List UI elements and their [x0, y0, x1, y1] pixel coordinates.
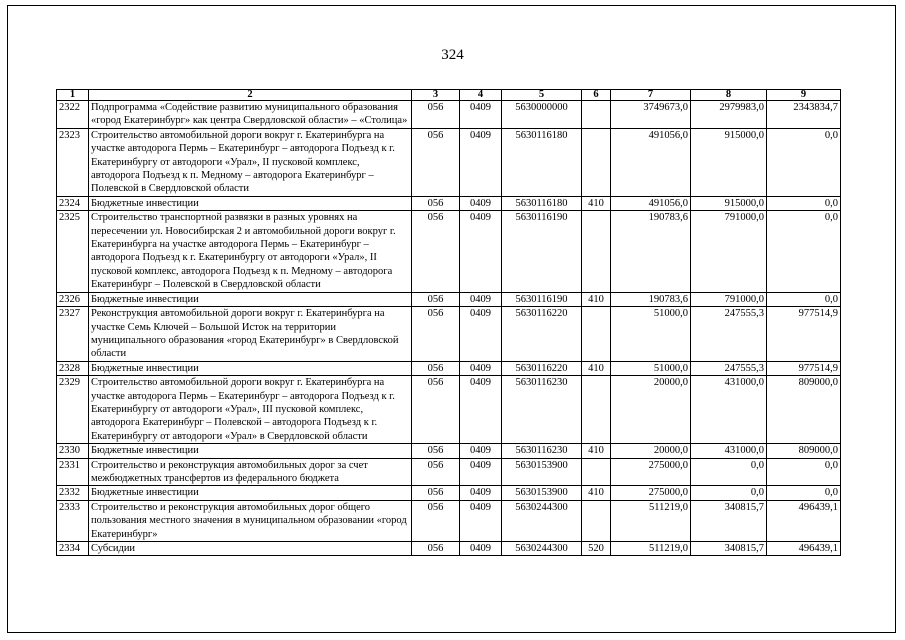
row-expense-type [582, 128, 611, 196]
row-expense-type: 410 [582, 486, 611, 500]
row-name: Бюджетные инвестиции [89, 361, 412, 375]
row-section-code: 0409 [460, 458, 502, 486]
row-number: 2334 [57, 542, 89, 556]
row-target-code: 5630116230 [502, 376, 582, 444]
row-admin-code: 056 [412, 376, 460, 444]
row-target-code: 5630000000 [502, 101, 582, 129]
row-name: Строительство и реконструкция автомобильных дорог за счет межбюджетных трансфертов из федерального бюджета [89, 458, 412, 486]
row-name: Строительство автомобильной дороги вокруг г. Екатеринбурга на участке автодорога Пермь – Екатеринбург – автодорога Подъезд к г. Екатеринбургу от автодороги «Урал», II пусковой комплекс, автодорога Подъезд к п. Медному – автодорога Екатеринбург – Полевской в Свердловской области [89, 128, 412, 196]
row-amount-7: 511219,0 [611, 542, 691, 556]
row-number: 2326 [57, 292, 89, 306]
table-row [57, 128, 841, 196]
row-admin-code: 056 [412, 307, 460, 362]
row-amount-7: 190783,6 [611, 211, 691, 292]
row-number: 2331 [57, 458, 89, 486]
row-target-code: 5630116230 [502, 444, 582, 458]
row-number: 2325 [57, 211, 89, 292]
row-amount-7: 190783,6 [611, 292, 691, 306]
col-header: 9 [767, 90, 841, 101]
row-number: 2333 [57, 500, 89, 541]
row-amount-8: 340815,7 [691, 542, 767, 556]
row-expense-type [582, 307, 611, 362]
table-row [57, 542, 841, 556]
header-row [57, 90, 841, 101]
row-section-code: 0409 [460, 500, 502, 541]
row-admin-code: 056 [412, 101, 460, 129]
row-name: Строительство и реконструкция автомобильных дорог общего пользования местного значения в муниципальном образовании «город Екатеринбург» [89, 500, 412, 541]
row-admin-code: 056 [412, 211, 460, 292]
page-number: 324 [441, 47, 464, 63]
row-amount-8: 2979983,0 [691, 101, 767, 129]
table-row [57, 292, 841, 306]
row-number: 2332 [57, 486, 89, 500]
row-number: 2327 [57, 307, 89, 362]
table-row [57, 101, 841, 129]
row-expense-type [582, 458, 611, 486]
row-amount-7: 20000,0 [611, 444, 691, 458]
row-target-code: 5630116180 [502, 128, 582, 196]
row-section-code: 0409 [460, 542, 502, 556]
table-row [57, 486, 841, 500]
row-amount-9: 496439,1 [767, 542, 841, 556]
row-target-code: 5630116220 [502, 307, 582, 362]
row-target-code: 5630116220 [502, 361, 582, 375]
col-header: 3 [412, 90, 460, 101]
col-header: 1 [57, 90, 89, 101]
row-expense-type: 410 [582, 292, 611, 306]
row-amount-8: 791000,0 [691, 211, 767, 292]
row-name: Реконструкция автомобильной дороги вокруг г. Екатеринбурга на участке Семь Ключей – Большой Исток на территории муниципального образования «город Екатеринбург» в Свердловской области [89, 307, 412, 362]
row-amount-7: 51000,0 [611, 361, 691, 375]
row-amount-9: 809000,0 [767, 376, 841, 444]
row-amount-8: 791000,0 [691, 292, 767, 306]
row-amount-9: 0,0 [767, 458, 841, 486]
row-amount-7: 511219,0 [611, 500, 691, 541]
row-section-code: 0409 [460, 361, 502, 375]
row-name: Строительство автомобильной дороги вокруг г. Екатеринбурга на участке автодорога Пермь – Екатеринбург – автодорога Подъезд к г. Екатеринбургу от автодороги «Урал», III пусковой комплекс, автодорога Екатеринбург – Полевской – автодорога Подъезд к г. Екатеринбургу от автодороги «Урал» в Свердловской области [89, 376, 412, 444]
row-amount-9: 809000,0 [767, 444, 841, 458]
row-admin-code: 056 [412, 500, 460, 541]
row-amount-8: 247555,3 [691, 307, 767, 362]
row-number: 2323 [57, 128, 89, 196]
budget-table [56, 89, 841, 556]
row-amount-8: 915000,0 [691, 196, 767, 210]
row-amount-9: 0,0 [767, 292, 841, 306]
row-name: Подпрограмма «Содействие развитию муниципального образования «город Екатеринбург» как центра Свердловской области» – «Столица» [89, 101, 412, 129]
row-name: Бюджетные инвестиции [89, 292, 412, 306]
row-amount-8: 247555,3 [691, 361, 767, 375]
col-header: 2 [89, 90, 412, 101]
row-expense-type [582, 500, 611, 541]
row-name: Бюджетные инвестиции [89, 444, 412, 458]
table-row [57, 211, 841, 292]
col-header: 5 [502, 90, 582, 101]
row-amount-7: 491056,0 [611, 128, 691, 196]
row-admin-code: 056 [412, 196, 460, 210]
row-section-code: 0409 [460, 196, 502, 210]
col-header: 8 [691, 90, 767, 101]
row-amount-9: 0,0 [767, 486, 841, 500]
row-target-code: 5630153900 [502, 458, 582, 486]
row-target-code: 5630244300 [502, 542, 582, 556]
row-amount-9: 0,0 [767, 196, 841, 210]
row-admin-code: 056 [412, 128, 460, 196]
col-header: 6 [582, 90, 611, 101]
row-section-code: 0409 [460, 486, 502, 500]
row-expense-type [582, 376, 611, 444]
row-amount-7: 491056,0 [611, 196, 691, 210]
row-target-code: 5630116190 [502, 211, 582, 292]
row-amount-8: 0,0 [691, 486, 767, 500]
row-admin-code: 056 [412, 444, 460, 458]
row-target-code: 5630244300 [502, 500, 582, 541]
row-expense-type: 410 [582, 196, 611, 210]
row-section-code: 0409 [460, 444, 502, 458]
row-section-code: 0409 [460, 307, 502, 362]
table-row [57, 444, 841, 458]
col-header: 4 [460, 90, 502, 101]
table-row [57, 376, 841, 444]
row-expense-type: 520 [582, 542, 611, 556]
row-section-code: 0409 [460, 376, 502, 444]
row-expense-type [582, 211, 611, 292]
table-row [57, 196, 841, 210]
row-amount-7: 20000,0 [611, 376, 691, 444]
row-amount-8: 0,0 [691, 458, 767, 486]
row-section-code: 0409 [460, 211, 502, 292]
row-amount-9: 977514,9 [767, 307, 841, 362]
row-number: 2322 [57, 101, 89, 129]
row-target-code: 5630153900 [502, 486, 582, 500]
row-amount-7: 51000,0 [611, 307, 691, 362]
row-number: 2328 [57, 361, 89, 375]
row-amount-7: 3749673,0 [611, 101, 691, 129]
row-admin-code: 056 [412, 361, 460, 375]
row-name: Субсидии [89, 542, 412, 556]
table-row [57, 500, 841, 541]
row-section-code: 0409 [460, 101, 502, 129]
row-amount-8: 340815,7 [691, 500, 767, 541]
table-row [57, 307, 841, 362]
row-name: Строительство транспортной развязки в разных уровнях на пересечении ул. Новосибирская 2 и автомобильной дороги вокруг г. Екатеринбурга на участке автодорога Пермь – Екатеринбург – автодорога Подъезд к г. Екатеринбургу от автодороги «Урал», II пусковой комплекс, автодорога Подъезд к п. Медному – автодорога Екатеринбург – Полевской в Свердловской области [89, 211, 412, 292]
row-amount-9: 0,0 [767, 211, 841, 292]
row-amount-9: 977514,9 [767, 361, 841, 375]
row-target-code: 5630116180 [502, 196, 582, 210]
row-name: Бюджетные инвестиции [89, 486, 412, 500]
row-amount-9: 0,0 [767, 128, 841, 196]
row-section-code: 0409 [460, 128, 502, 196]
row-expense-type: 410 [582, 361, 611, 375]
row-amount-8: 915000,0 [691, 128, 767, 196]
row-expense-type [582, 101, 611, 129]
row-amount-7: 275000,0 [611, 486, 691, 500]
row-expense-type: 410 [582, 444, 611, 458]
row-amount-9: 2343834,7 [767, 101, 841, 129]
table-row [57, 361, 841, 375]
row-admin-code: 056 [412, 542, 460, 556]
row-admin-code: 056 [412, 458, 460, 486]
row-number: 2330 [57, 444, 89, 458]
row-amount-8: 431000,0 [691, 444, 767, 458]
row-amount-7: 275000,0 [611, 458, 691, 486]
row-admin-code: 056 [412, 292, 460, 306]
table-row [57, 458, 841, 486]
col-header: 7 [611, 90, 691, 101]
row-amount-8: 431000,0 [691, 376, 767, 444]
row-target-code: 5630116190 [502, 292, 582, 306]
row-number: 2324 [57, 196, 89, 210]
row-amount-9: 496439,1 [767, 500, 841, 541]
row-number: 2329 [57, 376, 89, 444]
row-name: Бюджетные инвестиции [89, 196, 412, 210]
row-admin-code: 056 [412, 486, 460, 500]
row-section-code: 0409 [460, 292, 502, 306]
